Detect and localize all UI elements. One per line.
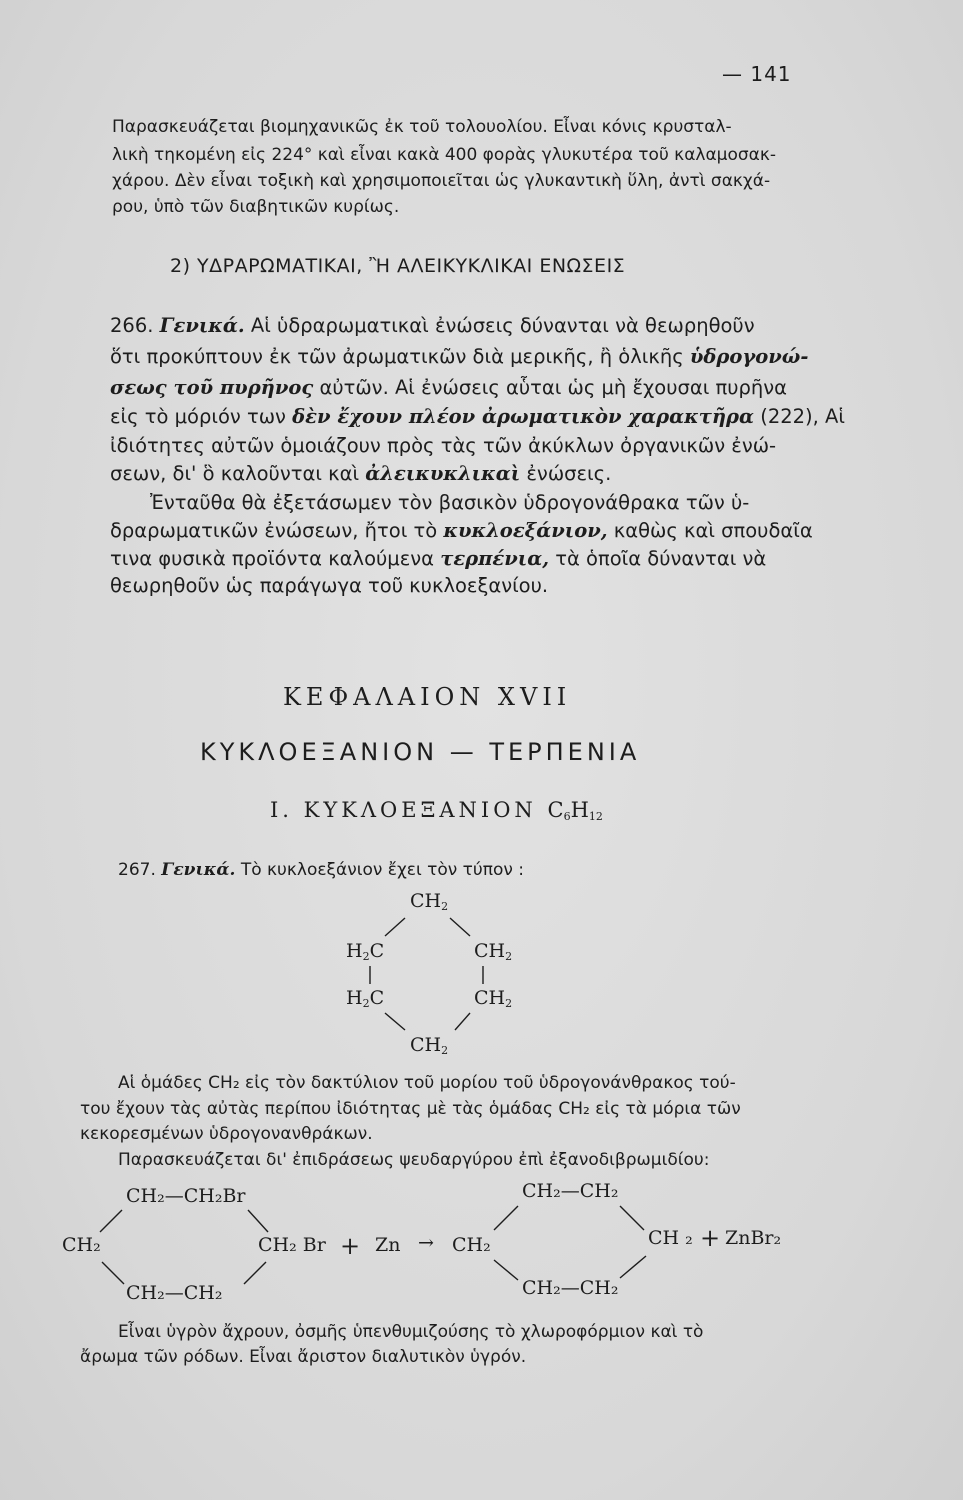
chapter-label: ΚΕΦΑΛΑΙΟΝ XVII — [283, 683, 572, 711]
plus-sign-2: + — [700, 1224, 721, 1252]
para-text: σεων, δι' ὃ καλοῦνται καὶ — [110, 462, 360, 485]
reaction-right-bottom: CH₂—CH₂ — [522, 1277, 619, 1299]
closing-line-2: ἄρωμα τῶν ρόδων. Εἶναι ἄριστον διαλυτικὸν ὑγρόν. — [80, 1347, 527, 1367]
plus-sign: + — [340, 1232, 361, 1260]
para-italic: κυκλοεξάνιον, — [443, 519, 608, 542]
para-italic: ὑδρογονώ- — [689, 345, 809, 368]
para-text: Τὸ κυκλοεξάνιον ἔχει τὸν τύπον : — [240, 860, 525, 880]
after-ring-line-2: του ἔχουν τὰς αὐτὰς περίπου ἰδιότητας μὲ τὰς ὁμάδας CH₂ εἰς τὰ μόρια τῶν — [80, 1099, 741, 1119]
para266-line-7: Ἐνταῦθα θὰ ἐξετάσωμεν τὸν βασικὸν ὑδρογονάθρακα τῶν ὑ- — [150, 491, 750, 514]
intro-line-3: χάρου. Δὲν εἶναι τοξικὴ καὶ χρησιμοποιεῖται ὡς γλυκαντικὴ ὕλη, ἀντὶ σακχά- — [112, 171, 771, 191]
para-text: τινα φυσικὰ προϊόντα καλούμενα — [110, 547, 434, 570]
reaction-left-carbon: CH₂ — [62, 1234, 101, 1256]
reaction-left-ch2br: CH₂ Br — [258, 1234, 326, 1256]
para-number: 267. — [118, 860, 156, 880]
reaction-right-carbon: CH₂ — [452, 1234, 491, 1256]
intro-line-1: Παρασκευάζεται βιομηχανικῶς ἐκ τοῦ τολουολίου. Εἶναι κόνις κρυσταλ- — [112, 117, 732, 137]
para-text: (222), Αἱ — [760, 405, 845, 428]
zinc: Zn — [375, 1234, 401, 1256]
para-italic: ἀλεικυκλικαὶ — [365, 462, 521, 485]
para-text: Αἱ ὑδραρωματικαὶ ἐνώσεις δύνανται νὰ θεωρηθοῦν — [250, 314, 755, 337]
intro-line-2: λικὴ τηκομένη εἰς 224° καὶ εἶναι κακὰ 400 φορὰς γλυκυτέρα τοῦ καλαμοσακ- — [112, 145, 777, 165]
ring-left-top-group: $H_2C$ — [346, 940, 385, 963]
zinc-bromide: ZnBr₂ — [725, 1227, 782, 1249]
reaction-arrow: → — [418, 1232, 434, 1254]
para-text: τὰ ὁποῖα δύνανται νὰ — [555, 547, 767, 570]
after-ring-line-1: Αἱ ὁμάδες CH₂ εἰς τὸν δακτύλιον τοῦ μορίου τοῦ ὑδρογονάνθρακος τού- — [118, 1073, 736, 1093]
after-ring-line-4: Παρασκευάζεται δι' ἐπιδράσεως ψευδαργύρου ἐπὶ ἐξανοδιβρωμιδίου: — [118, 1150, 710, 1170]
reaction-right-top: CH₂—CH₂ — [522, 1180, 619, 1202]
formula-c: C — [547, 798, 564, 822]
reaction-left-bottom: CH₂—CH₂ — [126, 1282, 223, 1304]
after-ring-line-3: κεκορεσμένων ὑδρογονανθράκων. — [80, 1124, 373, 1144]
ring-right-bottom-group: $CH_2$ — [474, 987, 513, 1010]
formula-sub: 6 — [563, 810, 571, 823]
para266-line-5: ἰδιότητες αὐτῶν ὁμοιάζουν πρὸς τὰς τῶν ἀκύκλων ὀργανικῶν ἐνώ- — [110, 434, 777, 457]
para-italic: τερπένια, — [440, 547, 550, 570]
intro-line-4: ρου, ὑπὸ τῶν διαβητικῶν κυρίως. — [112, 197, 400, 217]
ring-right-top-group: $CH_2$ — [474, 940, 513, 963]
para-number: 266. — [110, 314, 154, 337]
para-text: ἐνώσεις. — [526, 462, 612, 485]
para-text: αὐτῶν. Αἱ ἐνώσεις αὗται ὡς μὴ ἔχουσαι πυρῆνα — [319, 376, 788, 399]
ring-bottom-group: $CH_2$ — [410, 1034, 449, 1057]
closing-line-1: Εἶναι ὑγρὸν ἄχρουν, ὀσμῆς ὑπενθυμιζούσης τὸ χλωροφόρμιον καὶ τὸ — [118, 1322, 704, 1342]
para-label: Γενικά. — [159, 314, 245, 337]
ring-left-bottom-group: $H_2C$ — [346, 987, 385, 1010]
para266-line-10: θεωρηθοῦν ὡς παράγωγα τοῦ κυκλοεξανίου. — [110, 574, 549, 597]
para-text: καθὼς καὶ σπουδαῖα — [613, 519, 813, 542]
formula-h: H — [570, 798, 589, 822]
para-text: ὅτι προκύπτουν ἐκ τῶν ἀρωματικῶν διὰ μερικῆς, ἢ ὁλικῆς — [110, 345, 684, 368]
page-number: — 141 — [722, 62, 792, 86]
para-text: δραρωματικῶν ἐνώσεων, ἤτοι τὸ — [110, 519, 438, 542]
para-text: εἰς τὸ μόριόν των — [110, 405, 286, 428]
section-heading: 2) ΥΔΡΑΡΩΜΑΤΙΚΑΙ, Ἢ ΑΛΕΙΚΥΚΛΙΚΑΙ ΕΝΩΣΕΙΣ — [170, 255, 626, 277]
para-label: Γενικά. — [161, 860, 236, 880]
para-italic: δὲν ἔχουν πλέον ἀρωματικὸν χαρακτῆρα — [292, 405, 755, 428]
para-italic: σεως τοῦ πυρῆνος — [110, 376, 314, 399]
chapter-title: ΚΥΚΛΟΕΞΑΝΙΟΝ — ΤΕΡΠΕΝΙΑ — [200, 738, 641, 766]
formula-sub: 12 — [588, 810, 603, 823]
reaction-right-ch2: CH ₂ — [648, 1227, 693, 1249]
ring-top-group: $CH_2$ — [410, 890, 449, 913]
subsection-title: I. ΚΥΚΛΟΕΞΑΝΙΟΝ — [270, 798, 537, 822]
reaction-left-top: CH₂—CH₂Br — [126, 1185, 246, 1207]
